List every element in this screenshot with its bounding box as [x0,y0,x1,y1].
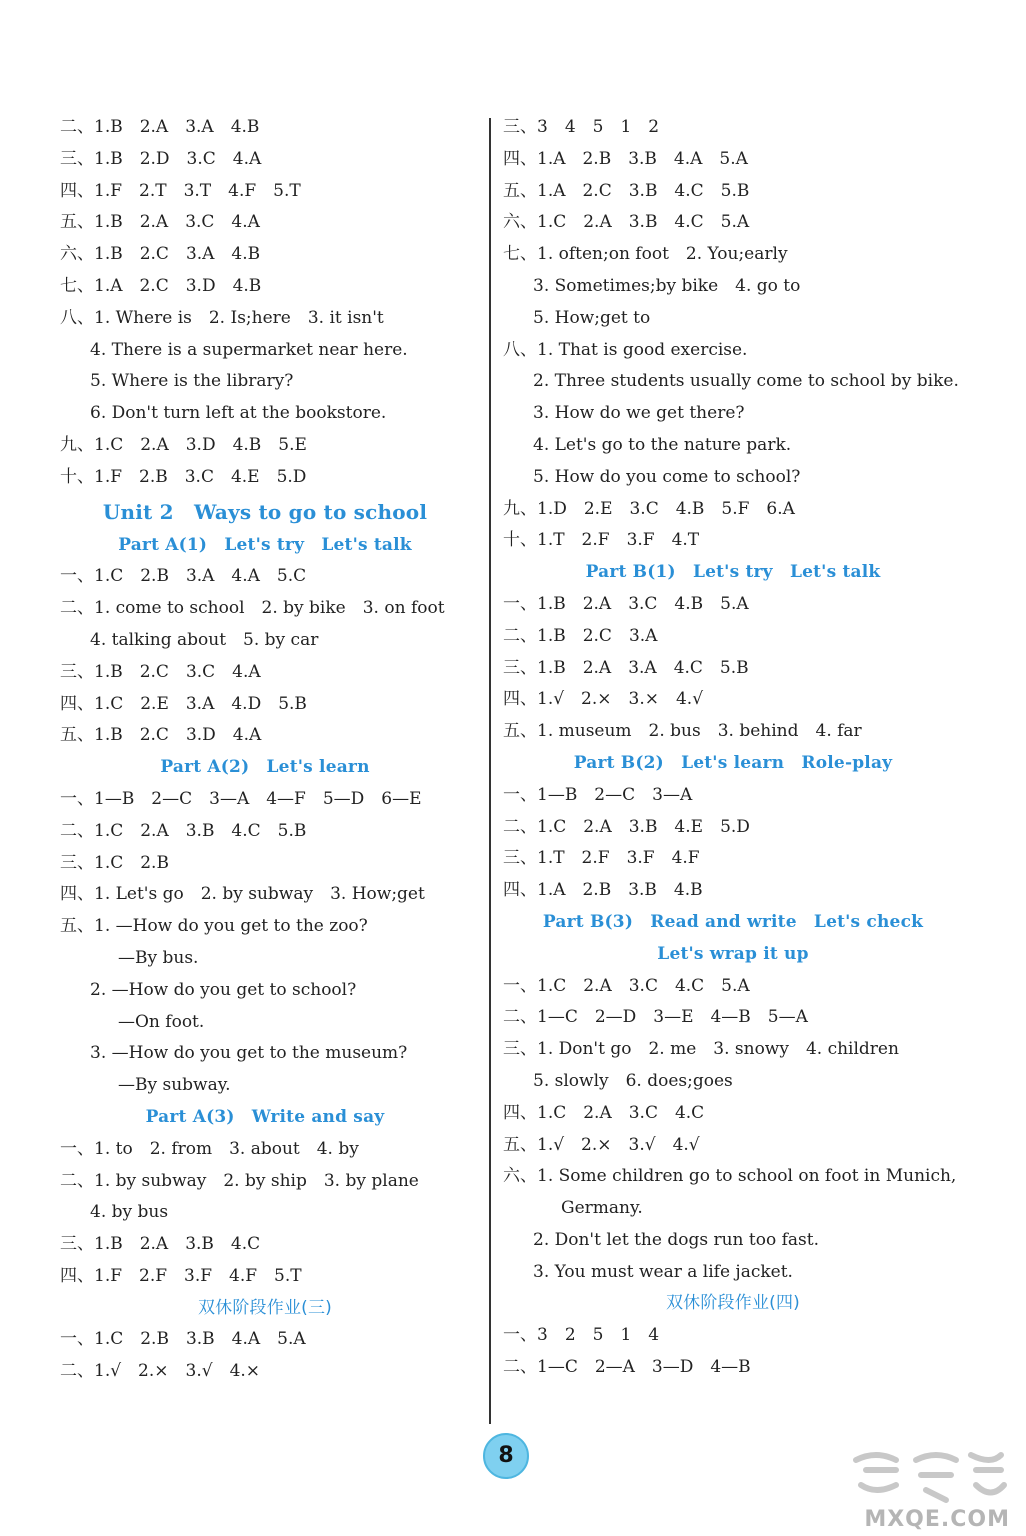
section-heading: 双休阶段作业(四) [665,1293,801,1314]
answer-line: 三、1.B 2.D 3.C 4.A [60,148,262,169]
answer-line: 二、1.B 2.A 3.A 4.B [60,117,260,137]
answer-line: 四、1.√ 2.× 3.× 4.√ [503,689,704,710]
answer-line: Germany. [561,1198,643,1219]
answer-line: 5. Where is the library? [90,371,294,392]
section-heading: Part B(3) Read and write Let's check [542,911,924,932]
answer-line: 3. How do we get there? [533,403,745,424]
answer-line: 六、1.C 2.A 3.B 4.C 5.A [503,212,750,233]
page-number: 8 [483,1433,529,1479]
answer-line: 五、1.√ 2.× 3.√ 4.√ [503,1134,700,1155]
answer-line: 三、1.C 2.B [60,852,169,873]
answer-line: 2. Don't let the dogs run too fast. [533,1229,819,1250]
answer-line: 四、1. Let's go 2. by subway 3. How;get [60,884,425,905]
answer-line: 七、1. often;on foot 2. You;early [503,244,788,265]
answer-line: 一、1. to 2. from 3. about 4. by [60,1138,359,1159]
answer-line: 九、1.D 2.E 3.C 4.B 5.F 6.A [503,498,795,519]
answer-line: 2. —How do you get to school? [90,979,357,1000]
section-heading: 双休阶段作业(三) [197,1297,333,1318]
answer-line: 十、1.T 2.F 3.F 4.T [503,530,700,551]
answer-line: 六、1. Some children go to school on foot in Munich, [503,1166,957,1187]
answer-line: 八、1. That is good exercise. [503,339,748,360]
answer-line: 4. by bus [90,1202,169,1223]
answer-line: 四、1.F 2.T 3.T 4.F 5.T [60,180,301,201]
answer-line: 二、1.C 2.A 3.B 4.C 5.B [60,820,307,841]
answer-line: 二、1—C 2—D 3—E 4—B 5—A [503,1007,808,1028]
answer-line: 5. How;get to [533,307,651,328]
answer-line: 四、1.A 2.B 3.B 4.B [503,880,703,901]
section-heading: Part A(1) Let's try Let's talk [118,534,412,555]
answer-line: 九、1.C 2.A 3.D 4.B 5.E [60,434,307,455]
answer-line: 十、1.F 2.B 3.C 4.E 5.D [60,466,307,487]
answer-line: 一、1.C 2.B 3.B 4.A 5.A [60,1329,306,1350]
answer-line: 二、1.C 2.A 3.B 4.E 5.D [503,816,750,837]
answer-line: 三、1. Don't go 2. me 3. snowy 4. children [503,1039,899,1060]
answer-line: 三、1.B 2.A 3.B 4.C [60,1234,261,1255]
section-heading: Part B(2) Let's learn Role-play [573,752,893,773]
answer-line: 4. talking about 5. by car [90,629,319,650]
answer-line: 2. Three students usually come to school by bike. [533,371,959,392]
answer-line: 二、1.√ 2.× 3.√ 4.× [60,1361,261,1382]
answer-line: 3. —How do you get to the museum? [90,1043,408,1064]
answer-line: 三、3 4 5 1 2 [503,117,660,137]
left-column [60,112,470,1388]
answer-line: 4. There is a supermarket near here. [90,339,408,360]
answer-line: 五、1. museum 2. bus 3. behind 4. far [503,721,862,742]
answer-line: 三、1.B 2.C 3.C 4.A [60,661,261,682]
answer-line: 二、1. by subway 2. by ship 3. by plane [60,1170,419,1191]
answer-line: 四、1.C 2.E 3.A 4.D 5.B [60,693,307,714]
answer-line: 四、1.F 2.F 3.F 4.F 5.T [60,1265,302,1286]
answer-line: 五、1.B 2.A 3.C 4.A [60,212,260,233]
answer-line: 五、1.B 2.C 3.D 4.A [60,725,262,746]
right-column [503,112,963,1384]
answer-line: 一、1.B 2.A 3.C 4.B 5.A [503,593,749,614]
answer-line: 3. You must wear a life jacket. [533,1261,793,1282]
answer-line: 5. slowly 6. does;goes [533,1070,733,1091]
answer-line: —By bus. [118,947,199,968]
answer-line: 二、1—C 2—A 3—D 4—B [503,1357,751,1378]
answer-line: 一、1.C 2.A 3.C 4.C 5.A [503,975,750,996]
column-divider [489,118,491,1424]
answer-line: 八、1. Where is 2. Is;here 3. it isn't [60,307,384,328]
answer-line: 一、1—B 2—C 3—A [503,784,693,805]
answer-line: 5. How do you come to school? [533,466,801,487]
answer-line: 五、1.A 2.C 3.B 4.C 5.B [503,180,750,201]
answer-line: 6. Don't turn left at the bookstore. [90,403,387,424]
answer-line: 三、1.B 2.A 3.A 4.C 5.B [503,657,749,678]
answer-line: 七、1.A 2.C 3.D 4.B [60,275,262,296]
answer-line: 4. Let's go to the nature park. [533,434,792,455]
section-heading: Part A(2) Let's learn [160,757,370,778]
section-heading: Unit 2 Ways to go to school [102,499,428,524]
answer-line: 二、1.B 2.C 3.A [503,625,658,646]
answer-line: —By subway. [118,1075,231,1096]
answer-line: 四、1.A 2.B 3.B 4.A 5.A [503,148,748,169]
answer-line: 二、1. come to school 2. by bike 3. on foot [60,598,445,619]
answer-line: 一、1—B 2—C 3—A 4—F 5—D 6—E [60,788,422,809]
answer-line: 一、3 2 5 1 4 [503,1325,660,1346]
answer-line: 六、1.B 2.C 3.A 4.B [60,244,261,265]
answer-line: 五、1. —How do you get to the zoo? [60,916,368,937]
answer-line: —On foot. [118,1011,205,1032]
answer-line: 四、1.C 2.A 3.C 4.C [503,1102,705,1123]
section-heading: Part B(1) Let's try Let's talk [585,562,881,583]
section-heading: Let's wrap it up [657,943,809,964]
answer-line: 3. Sometimes;by bike 4. go to [533,275,801,296]
answer-line: 三、1.T 2.F 3.F 4.F [503,848,700,869]
section-heading: Part A(3) Write and say [145,1106,385,1127]
watermark-text: MXQE.COM [864,1507,1010,1532]
answer-line: 一、1.C 2.B 3.A 4.A 5.C [60,566,307,587]
